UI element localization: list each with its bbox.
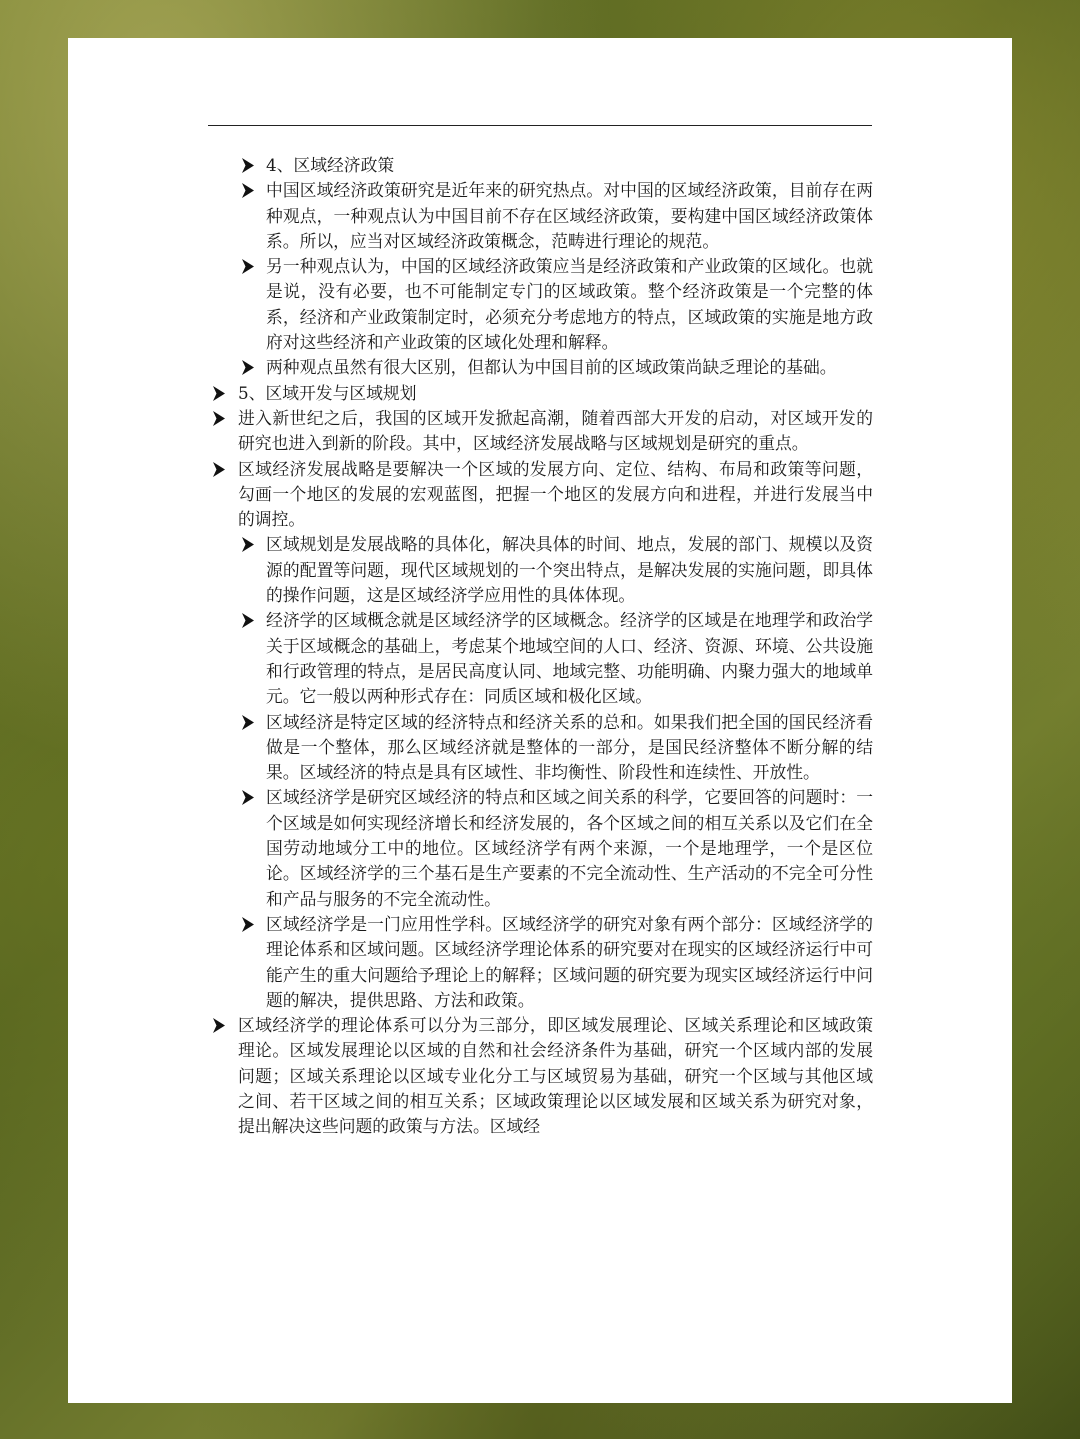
list-item bbox=[208, 457, 873, 533]
header-rule bbox=[208, 125, 872, 126]
arrow-bullet-icon bbox=[241, 789, 255, 806]
arrow-bullet-icon bbox=[241, 612, 255, 629]
arrow-bullet-icon bbox=[241, 714, 255, 731]
list-item bbox=[208, 406, 873, 457]
list-item-text: 4、区域经济政策 bbox=[266, 155, 395, 175]
list-item-text: 区域经济学是研究区域经济的特点和区域之间关系的科学，它要回答的问题时：一个区域是如何实现经济增长和经济发展的，各个区域之间的相互关系以及它们在全国劳动地域分工中的地位。区域经济学有两个来源，一个是地理学，一个是区位论。区域经济学的三个基石是生产要素的不完全流动性、生产活动的不完全可分性和产品与服务的不完全流动性。 bbox=[266, 787, 873, 909]
list-item bbox=[208, 912, 873, 1013]
arrow-bullet-icon bbox=[241, 157, 255, 174]
arrow-bullet-icon bbox=[241, 536, 255, 553]
list-item-text: 中国区域经济政策研究是近年来的研究热点。对中国的区域经济政策，目前存在两种观点，一种观点认为中国目前不存在区域经济政策，要构建中国区域经济政策体系。所以，应当对区域经济政策概念，范畴进行理论的规范。 bbox=[266, 180, 873, 251]
list-item bbox=[208, 153, 873, 178]
list-item bbox=[208, 532, 873, 608]
list-item-text: 区域经济学是一门应用性学科。区域经济学的研究对象有两个部分：区域经济学的理论体系和区域问题。区域经济学理论体系的研究要对在现实的区域经济运行中可能产生的重大问题给予理论上的解释；区域问题的研究要为现实区域经济运行中问题的解决，提供思路、方法和政策。 bbox=[266, 913, 873, 1010]
list-item bbox=[208, 1013, 873, 1139]
list-item-text: 经济学的区域概念就是区域经济学的区域概念。经济学的区域是在地理学和政治学关于区域概念的基础上，考虑某个地域空间的人口、经济、资源、环境、公共设施和行政管理的特点，是居民高度认同、地域完整、功能明确、内聚力强大的地域单元。它一般以两种形式存在：同质区域和极化区域。 bbox=[266, 610, 873, 707]
list-item bbox=[208, 381, 873, 406]
list-item bbox=[208, 355, 873, 380]
list-item bbox=[208, 785, 873, 911]
list-item bbox=[208, 254, 873, 355]
list-item-text: 区域经济是特定区域的经济特点和经济关系的总和。如果我们把全国的国民经济看做是一个整体，那么区域经济就是整体的一部分，是国民经济整体不断分解的结果。区域经济的特点是具有区域性、非均衡性、阶段性和连续性、开放性。 bbox=[266, 711, 873, 783]
list-item bbox=[208, 178, 873, 254]
list-item-text: 5、区域开发与区域规划 bbox=[238, 382, 417, 403]
arrow-bullet-icon bbox=[212, 1017, 226, 1034]
arrow-bullet-icon bbox=[241, 182, 255, 199]
arrow-bullet-icon bbox=[212, 385, 226, 402]
arrow-bullet-icon bbox=[212, 410, 226, 427]
document-page bbox=[68, 38, 1012, 1403]
list-item-text: 两种观点虽然有很大区别，但都认为中国目前的区域政策尚缺乏理论的基础。 bbox=[266, 357, 837, 378]
bullet-list bbox=[208, 153, 873, 1140]
arrow-bullet-icon bbox=[241, 258, 255, 275]
list-item bbox=[208, 710, 873, 786]
list-item-text: 区域经济发展战略是要解决一个区域的发展方向、定位、结构、布局和政策等问题，勾画一个地区的发展的宏观蓝图，把握一个地区的发展方向和进程，并进行发展当中的调控。 bbox=[238, 458, 873, 530]
arrow-bullet-icon bbox=[241, 916, 255, 933]
arrow-bullet-icon bbox=[241, 359, 255, 376]
list-item-text: 区域规划是发展战略的具体化，解决具体的时间、地点，发展的部门、规模以及资源的配置等问题，现代区域规划的一个突出特点，是解决发展的实施问题，即具体的操作问题，这是区域经济学应用性的具体体现。 bbox=[266, 534, 873, 606]
list-item-text: 进入新世纪之后，我国的区域开发掀起高潮，随着西部大开发的启动，对区域开发的研究也进入到新的阶段。其中，区域经济发展战略与区域规划是研究的重点。 bbox=[238, 407, 873, 454]
list-item-text: 区域经济学的理论体系可以分为三部分，即区域发展理论、区域关系理论和区域政策理论。区域发展理论以区域的自然和社会经济条件为基础，研究一个区域内部的发展问题；区域关系理论以区域专业化分工与区域贸易为基础，研究一个区域与其他区域之间、若干区域之间的相互关系；区域政策理论以区域发展和区域关系为研究对象，提出解决这些问题的政策与方法。区域经 bbox=[238, 1015, 873, 1137]
list-item bbox=[208, 608, 873, 709]
list-item-text: 另一种观点认为，中国的区域经济政策应当是经济政策和产业政策的区域化。也就是说，没有必要，也不可能制定专门的区域政策。整个经济政策是一个完整的体系，经济和产业政策制定时，必须充分考虑地方的特点，区域政策的实施是地方政府对这些经济和产业政策的区域化处理和解释。 bbox=[266, 256, 873, 353]
arrow-bullet-icon bbox=[212, 461, 226, 478]
